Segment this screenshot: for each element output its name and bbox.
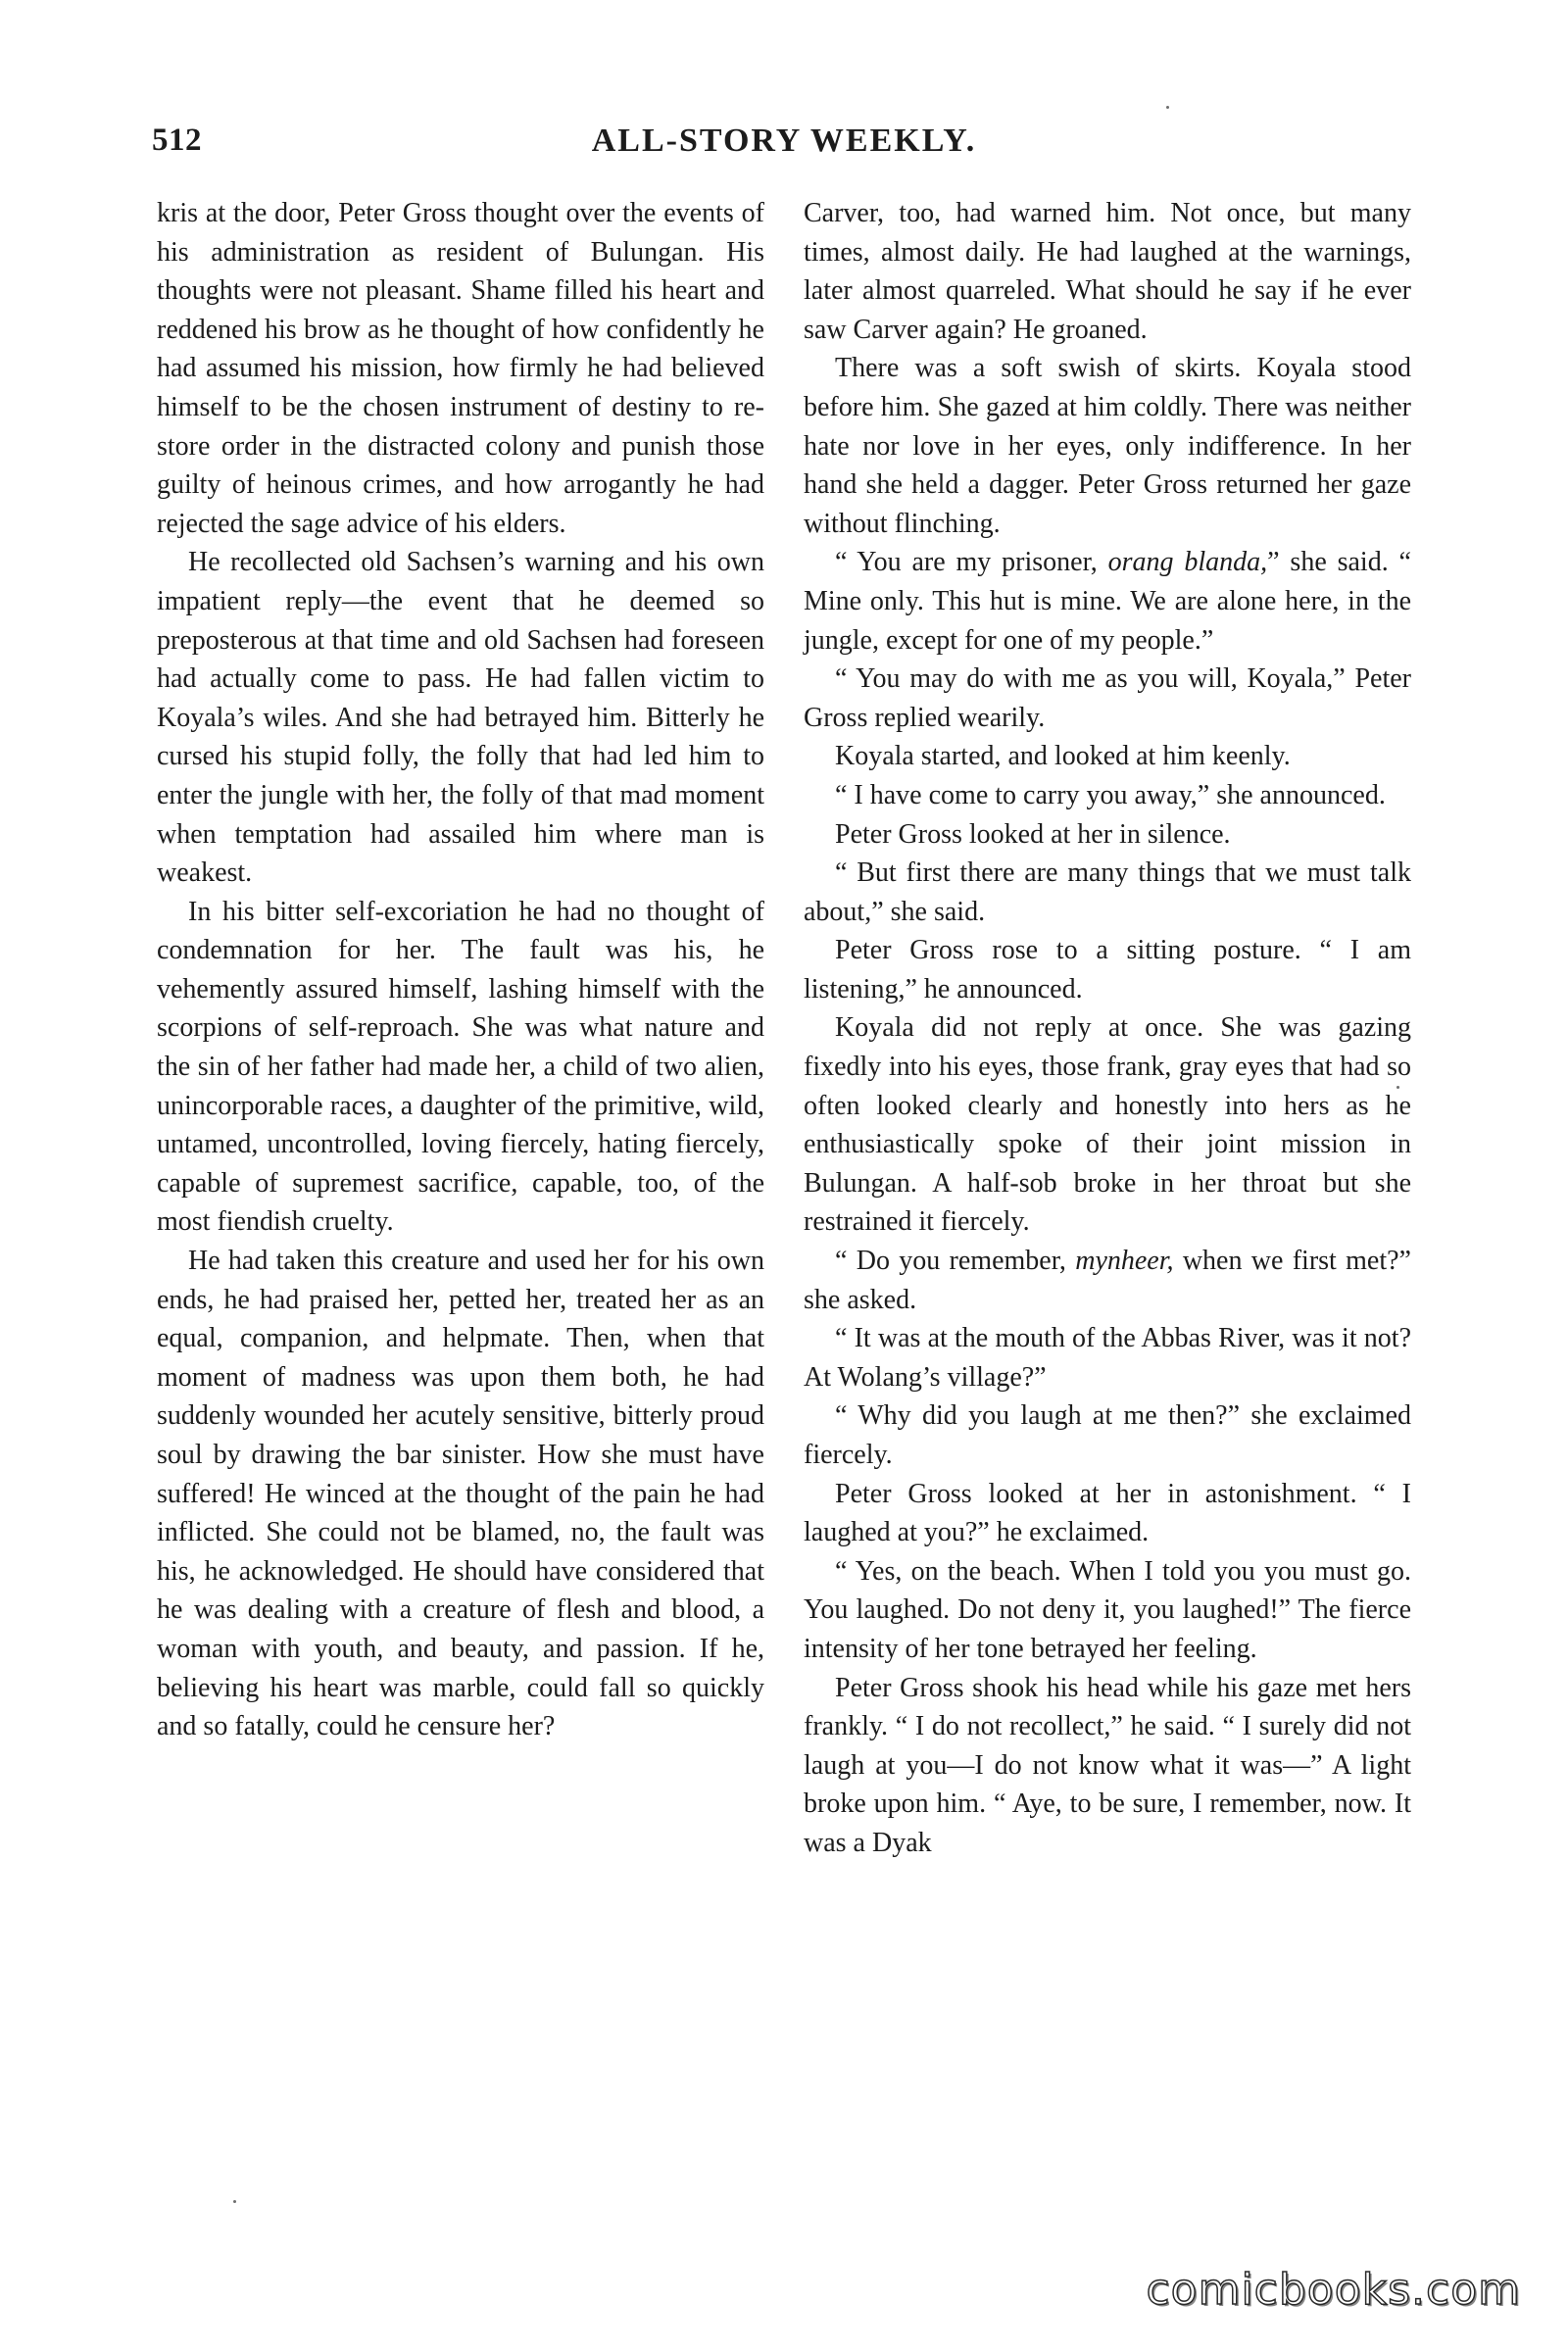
paragraph: Peter Gross shook his head while his gaze met hers frankly. “ I do not recollect,” he said. “ I surely did not laugh at you—I do not know what it was—” A light broke upon him. “ Aye, to be sure, I remember, now. It was a Dyak	[804, 1672, 1411, 1858]
paragraph: Carver, too, had warned him. Not once, but many times, almost daily. He had laughed at the warnings, later almost quarreled. What should he say if he ever saw Carver again? He groaned.	[804, 198, 1411, 345]
paragraph: “ You may do with me as you will, Koyala,” Peter Gross replied wearily.	[804, 663, 1411, 733]
paragraph	[804, 1242, 1411, 1319]
paragraph: Peter Gross looked at her in silence.	[835, 818, 1231, 850]
right-column	[804, 194, 1411, 1863]
print-speck	[233, 2200, 236, 2203]
paragraph: Peter Gross looked at her in astonishment. “ I laughed at you?” he exclaimed.	[804, 1478, 1411, 1548]
page-header	[152, 122, 1416, 172]
running-head: ALL-STORY WEEKLY.	[591, 122, 977, 159]
left-column	[157, 194, 764, 1746]
paragraph: “ Yes, on the beach. When I told you you must go. You laughed. Do not deny it, you laughed!” The fierce intensity of her tone betrayed her feeling.	[804, 1555, 1411, 1664]
paragraph: Koyala started, and looked at him keenly.	[835, 741, 1291, 772]
paragraph: “ It was at the mouth of the Abbas River, was it not? At Wolang’s village?”	[804, 1323, 1411, 1393]
paragraph: Peter Gross rose to a sitting posture. “ I am listening,” he announced.	[804, 935, 1411, 1004]
paragraph: In his bitter self-excoriation he had no thought of condemnation for her. The fault was his, he vehemently assured himself, lashing himself with the scorpions of self-reproach. She was what nature and the sin of her father had made her, a child of two alien, unincorporable races, a daughter of the primitive, wild, untamed, uncontrolled, loving fiercely, hating fiercely, capable of supremest sacrifice, capable, too, of the most fiendish cruelty.	[157, 896, 764, 1238]
dialogue-text: “ You are my prisoner,	[835, 547, 1108, 578]
print-speck	[1396, 1086, 1399, 1089]
paragraph	[804, 543, 1411, 660]
paragraph: He had taken this creature and used her for his own ends, he had praised her, petted her, treated her as an equal, companion, and helpmate. Then, when that moment of madness was upon them both, he had suddenly wounded her acutely sensitive, bitterly proud soul by drawing the bar sinister. How she must have suffered! He winced at the thought of the pain he had inflicted. She could not be blamed, no, the fault was his, he acknowledged. He should have considered that he was dealing with a creature of flesh and blood, a woman with youth, and beauty, and passion. If he, believing his heart was marble, could fall so quickly and so fatally, could he censure her?	[157, 1246, 764, 1742]
dialogue-text: when we first met?” she asked.	[804, 1246, 1411, 1315]
paragraph: He recollected old Sachsen’s warning and his own impatient reply—the event that he deemed so preposterous at that time and old Sachsen had foreseen had actually come to pass. He had fallen victim to Koyala’s wiles. And she had betrayed him. Bitterly he cursed his stupid folly, the folly that had led him to enter the jungle with her, the folly of that mad moment when temptation had assailed him where man is weakest.	[157, 547, 764, 889]
paragraph: “ But first there are many things that we must talk about,” she said.	[804, 858, 1411, 927]
italic-phrase: orang blanda,	[1107, 547, 1268, 578]
watermark-logo: comicbooks.com	[1146, 2265, 1521, 2315]
page-number: 512	[152, 122, 202, 158]
paragraph: Koyala did not reply at once. She was gazing fixedly into his eyes, those frank, gray eyes that had so often looked clearly and honestly into hers as he enthusiastically spoke of their joint mission in Bulungan. A half-sob broke in her throat but she restrained it fiercely.	[804, 1012, 1411, 1238]
italic-phrase: mynheer,	[1075, 1246, 1174, 1277]
paragraph: “ Why did you laugh at me then?” she exclaimed fiercely.	[804, 1400, 1411, 1470]
paragraph: “ I have come to carry you away,” she announced.	[835, 779, 1386, 810]
dialogue-text: ” she said. “ Mine only. This hut is mine. We are alone here, in the jungle, except for one of my people.”	[804, 547, 1411, 656]
dialogue-text: “ Do you remember,	[835, 1246, 1076, 1277]
paragraph: kris at the door, Peter Gross thought over the events of his administration as resident of Bulungan. His thoughts were not pleasant. Shame filled his heart and reddened his brow as he thought of how confidently he had assumed his mission, how firmly he had believed himself to be the chosen instrument of destiny to restore order in the distracted colony and punish those guilty of heinous crimes, and how arrogantly he had rejected the sage advice of his elders.	[157, 198, 764, 539]
print-speck	[1166, 106, 1169, 109]
paragraph: There was a soft swish of skirts. Koyala stood before him. She gazed at him coldly. There was neither hate nor love in her eyes, only indifference. In her hand she held a dagger. Peter Gross returned her gaze without flinching.	[804, 353, 1411, 539]
